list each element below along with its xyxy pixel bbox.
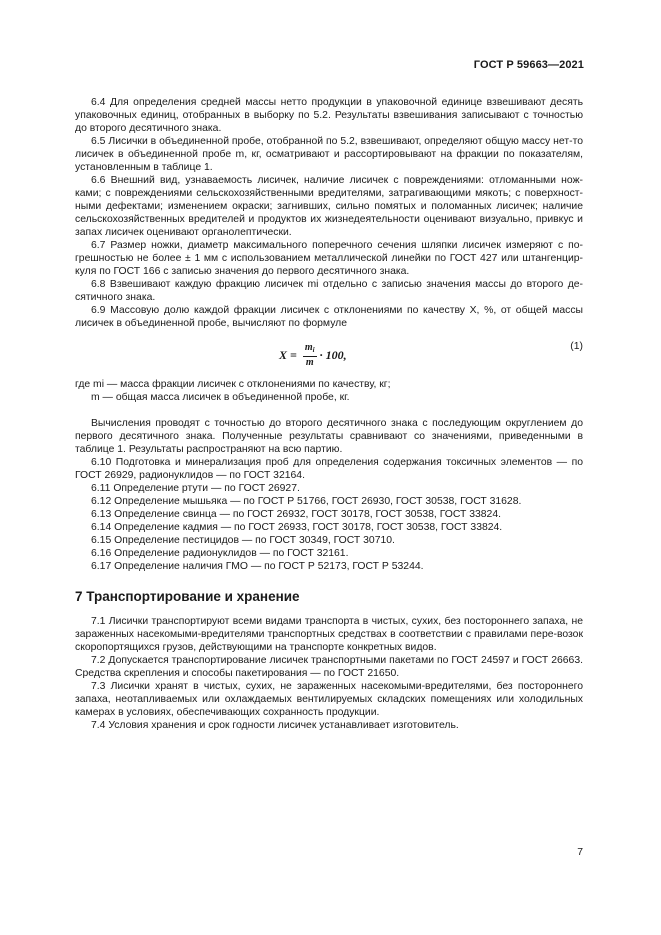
body-text [75, 96, 583, 732]
paragraph-6-4: 6.4 Для определения средней массы нетто продукции в упаковочной единице взвешивают десять упаковочных единиц, отобранных в выборку по 5.2. Результаты взвешивания записывают с точностью до второго десятичного знака. [75, 97, 583, 134]
legend-line-m: m — общая масса лисичек в объединенной пробе, кг. [91, 392, 350, 403]
formula [279, 342, 347, 368]
formula-denominator: m [305, 357, 314, 368]
paragraph-6-5: 6.5 Лисички в объединенной пробе, отобранной по 5.2, взвешивают, определяют общую массу нет-то лисичек в объединенной пробе m, кг, осматривают и рассортировывают на фракции по показателям, установленным в таблице 1. [75, 136, 583, 173]
paragraph-7-1: 7.1 Лисички транспортируют всеми видами транспорта в чистых, сухих, без постороннего запаха, не зараженных насекомыми-вредителями транспортных средствах в соответствии с правилами пере-возок скоропортящихся грузов, действующими на транспорте конкретных видов. [75, 616, 583, 653]
paragraph-6-6: 6.6 Внешний вид, узнаваемость лисичек, наличие лисичек с повреждениями: отломанными нож-ками; с повреждениями сельскохозяйственными вредителями, затрагивающими мякоть; с поверхност-ными дефектами; изменением окраски; загнивших, сильно помятых и поломанных лисичек; наличие сельскохозяйственных вредителей и продуктов их жизнедеятельности оценивают визуально, привкус и запах лисичек оценивают органолептически. [75, 175, 583, 238]
formula-legend [75, 378, 583, 404]
paragraph-6-11: 6.11 Определение ртути — по ГОСТ 26927. [91, 483, 300, 494]
paragraph-7-3: 7.3 Лисички хранят в чистых, сухих, не зараженных насекомыми-вредителями, без постороннего запаха, неотапливаемых или охлаждаемых вентилируемых складских помещениях или холодильных камерах в условиях, обеспечивающих сохранность продукции. [75, 681, 583, 718]
paragraph-6-7: 6.7 Размер ножки, диаметр максимального поперечного сечения шляпки лисичек измеряют с по-грешностью не более ± 1 мм с использованием металлической линейки по ГОСТ 427 или штангенцир-куля по ГОСТ 166 с записью значения до первого десятичного знака. [75, 240, 583, 277]
paragraph-6-9: 6.9 Массовую долю каждой фракции лисичек с отклонениями по качеству X, %, от общей массы лисичек в объединенной пробе, вычисляют по формуле [75, 305, 583, 329]
formula-block [75, 334, 583, 378]
paragraph-6-12: 6.12 Определение мышьяка — по ГОСТ Р 51766, ГОСТ 26930, ГОСТ 30538, ГОСТ 31628. [91, 496, 522, 507]
page-number: 7 [577, 847, 583, 858]
standard-code-header: ГОСТ Р 59663—2021 [473, 59, 584, 71]
paragraph-6-14: 6.14 Определение кадмия — по ГОСТ 26933, ГОСТ 30178, ГОСТ 30538, ГОСТ 33824. [91, 522, 503, 533]
section-7-title: 7 Транспортирование и хранение [75, 589, 300, 604]
paragraph-6-17: 6.17 Определение наличия ГМО — по ГОСТ Р 52173, ГОСТ Р 53244. [91, 561, 424, 572]
paragraph-6-13: 6.13 Определение свинца — по ГОСТ 26932, ГОСТ 30178, ГОСТ 30538, ГОСТ 33824. [91, 509, 501, 520]
paragraph-6-8: 6.8 Взвешивают каждую фракцию лисичек mi отдельно с записью значения массы до второго де-сятичного знака. [75, 279, 583, 303]
paragraph-6-16: 6.16 Определение радионуклидов — по ГОСТ 32161. [91, 548, 349, 559]
legend-line-mi: где mi — масса фракции лисичек с отклонениями по качеству, кг; [75, 379, 391, 390]
paragraph-7-2: 7.2 Допускается транспортирование лисичек транспортными пакетами по ГОСТ 24597 и ГОСТ 26663. Средства скрепления и способы пакетирования — по ГОСТ 21650. [75, 655, 583, 679]
formula-numerator: $m_i$ [303, 342, 317, 357]
formula-number: (1) [570, 341, 583, 352]
formula-equals: = [287, 347, 300, 362]
paragraph-calc: Вычисления проводят с точностью до второго десятичного знака с последующим округлением до первого десятичного знака. Полученные результаты сравнивают со значениями, приведенными в таблице 1. Результаты распространяют на всю партию. [75, 418, 583, 455]
formula-lhs: X [279, 347, 288, 362]
paragraph-7-4: 7.4 Условия хранения и срок годности лисичек устанавливает изготовитель. [91, 720, 459, 731]
formula-fraction [303, 342, 317, 368]
formula-tail: · 100, [319, 347, 347, 362]
paragraph-6-10: 6.10 Подготовка и минерализация проб для определения содержания токсичных элементов — по ГОСТ 26929, радионуклидов — по ГОСТ 32164. [75, 457, 583, 481]
paragraph-6-15: 6.15 Определение пестицидов — по ГОСТ 30349, ГОСТ 30710. [91, 535, 395, 546]
